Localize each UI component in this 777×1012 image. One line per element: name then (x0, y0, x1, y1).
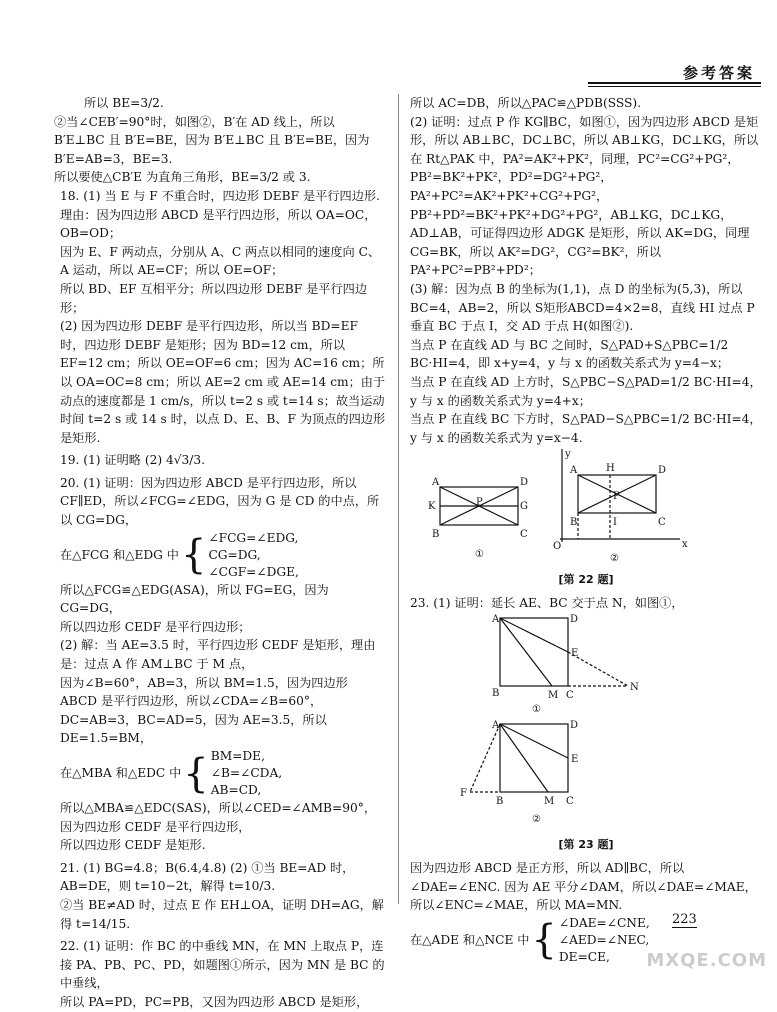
svg-text:O: O (553, 541, 562, 553)
answer-text: 当点 P 在直线 BC 下方时，S△PAD−S△PBC=1/2 BC·HI=4，y 与 x 的函数关系式为 y=x−4. (410, 412, 762, 445)
right-column (410, 94, 762, 966)
brace-lead: 在△MBA 和△EDC 中 (60, 766, 182, 781)
figure-23-1 (500, 618, 628, 686)
svg-text:P: P (613, 491, 620, 503)
answer-text: 因为四边形 ABCD 是正方形，所以 AD∥BC，所以∠DAE=∠ENC. 因为 AE 平分∠DAM，所以∠DAE=∠MAE，所以∠ENC=∠MAE，所以 MA=MN. (410, 861, 757, 913)
svg-text:M: M (548, 690, 559, 702)
answer-text: ②当∠CEB′=90°时，如图②，B′在 AD 线上，所以 B′E⊥BC 且 B′E=BE，因为 B′E⊥BC 且 B′E=BE，因为 B′E=AB=3，BE=3. (54, 114, 370, 166)
brace-lead: 在△ADE 和△NCE 中 (410, 933, 530, 948)
answer-text: 所以 BD、EF 互相平分；所以四边形 DEBF 是平行四边形； (60, 281, 368, 315)
figure-caption: [第 22 题] (558, 573, 614, 587)
answer-text: 所以△MBA≌△EDC(SAS)，所以∠CED=∠AMB=90°，因为四边形 CEDF 是平行四边形， (60, 801, 377, 834)
answer-text: 所以 AC=DB，所以△PAC≌△PDB(SSS). (410, 96, 641, 110)
answer-text: (2) 证明：过点 P 作 KG∥BC，如图①，因为四边形 ABCD 是矩形，所以 AB⊥BC，DC⊥BC，所以 AB⊥KG，DC⊥KG，所以在 Rt△PAK 中，PA²=AK²+PK²，同理，PC²=CG²+PG²，PB²=BK²+PK²，PD²=DG²+PG²，PA²+PC²=AK²+PK²+CG²+PG²，PB²+PD²=BK²+PK²+DG²+PG²，AB⊥KG，DC⊥KG，AD⊥AB，可证得四边形 ADGK 是矩形，所以 AK=DG，同理 CG=BK，所以 AK²=DG²，CG²=BK²，所以 PA²+PC²=PB²+PD²； (410, 114, 759, 278)
left-column (34, 94, 386, 1012)
svg-text:D: D (570, 614, 579, 626)
svg-text:N: N (630, 682, 639, 694)
brace-item: DE=CE, (558, 949, 610, 964)
svg-text:K: K (428, 501, 436, 513)
svg-text:A: A (492, 720, 500, 732)
answer-text: 因为∠B=60°，AB=3，所以 BM=1.5，因为四边形 ABCD 是平行四边形，所以∠CDA=∠B=60°，DC=AB=3，BC=AD=5，因为 AE=3.5，所以 DE=1.5=BM， (60, 675, 348, 746)
svg-text:A: A (432, 477, 440, 489)
question-20: 20. (1) 证明：因为四边形 ABCD 是平行四边形，所以 CF∥ED，所以∠FCG=∠EDG，因为 G 是 CD 的中点，所以 CG=DG， (60, 475, 380, 528)
brace-item: BM=DE, (210, 749, 265, 763)
brace-symbol: { (183, 750, 209, 797)
brace-item: ∠B=∠CDA, (210, 766, 283, 780)
svg-text:B: B (492, 688, 500, 700)
figure-22 (410, 447, 710, 567)
brace-item: CG=DG, (208, 547, 261, 562)
answer-text: 理由：因为四边形 ABCD 是平行四边形，所以 OA=OC，OB=OD； (60, 207, 377, 241)
svg-text:M: M (544, 796, 555, 808)
question-21: 21. (1) BG=4.8；B(6.4,4.8) (2) ①当 BE=AD 时，AB=DE，则 t=10−2t，解得 t=10/3. (60, 860, 355, 894)
answer-text: 所以四边形 CEDF 是平行四边形； (60, 619, 251, 634)
svg-text:B: B (496, 796, 504, 808)
proof-brace (34, 748, 386, 799)
brace-item: ∠CGF=∠DGE, (208, 564, 299, 579)
watermark: MXQE.COM (646, 950, 767, 971)
answer-text: 因为 E、F 两动点，分别从 A、C 两点以相同的速度向 C、A 运动，所以 AE=CF；所以 OE=OF； (60, 244, 381, 278)
brace-symbol: { (531, 917, 557, 964)
svg-text:A: A (570, 465, 578, 477)
answer-text: (2) 因为四边形 DEBF 是平行四边形，所以当 BD=EF 时，四边形 DEBF 是矩形；因为 BD=12 cm，所以 EF=12 cm；所以 OE=OF=6 cm；因为 AC=16 cm；所以 OA=OC=8 cm；所以 AE=2 cm 或 AE=14 cm；由于动点的速度都是 1 cm/s，所以 t=2 s 或 t=14 s；故当运动时间 t=2 s 或 14 s 时，以点 D、E、B、F 为顶点的四边形是矩形. (60, 319, 386, 445)
svg-text:F: F (460, 788, 467, 800)
figure-label: ① (532, 704, 541, 716)
svg-text:y: y (565, 449, 571, 461)
svg-text:P: P (476, 497, 483, 509)
answer-text: 当点 P 在直线 AD 上方时，S△PBC−S△PAD=1/2 BC·HI=4，y 与 x 的函数关系式为 y=4+x； (410, 374, 762, 408)
svg-text:D: D (520, 477, 529, 489)
answer-text: 所以△FCG≌△EDG(ASA)，所以 FG=EG，因为 CG=DG， (60, 582, 329, 616)
column-divider (398, 94, 399, 904)
figure-label: ② (532, 814, 541, 826)
svg-text:x: x (682, 539, 688, 551)
figure-caption: [第 23 题] (558, 838, 614, 852)
svg-text:B: B (570, 517, 578, 529)
header-rule (588, 82, 761, 84)
question-18: 18. (1) 当 E 与 F 不重合时，四边形 DEBF 是平行四边形. (60, 188, 380, 203)
brace-item: AB=CD, (210, 783, 262, 797)
figure-23 (410, 612, 710, 832)
answer-text: ②当 BE≠AD 时，过点 E 作 EH⊥OA，证明 DH=AG，解得 t=14/15. (60, 897, 384, 931)
svg-text:G: G (520, 501, 528, 513)
answer-text: 所以四边形 CEDF 是矩形. (60, 838, 206, 853)
svg-text:D: D (658, 465, 667, 477)
brace-item: ∠DAE=∠CNE, (558, 915, 650, 930)
brace-item: ∠FCG=∠EDG, (208, 530, 299, 545)
svg-text:C: C (566, 796, 574, 808)
figure-22-2 (560, 449, 680, 542)
answer-text: 当点 P 在直线 AD 与 BC 之间时，S△PAD+S△PBC=1/2 BC·HI=4，即 x+y=4，y 与 x 的函数关系式为 y=4−x； (410, 337, 730, 371)
figure-label: ② (610, 553, 619, 565)
page-number: 223 (672, 912, 697, 927)
brace-lead: 在△FCG 和△EDG 中 (60, 547, 179, 562)
question-22: 22. (1) 证明：作 BC 的中垂线 MN，在 MN 上取点 P，连接 PA、PB、PC、PD，如题图①所示，因为 MN 是 BC 的中垂线， (60, 939, 385, 991)
answer-text: 所以 PA=PD，PC=PB，又因为四边形 ABCD 是矩形， (60, 994, 369, 1009)
question-23: 23. (1) 证明：延长 AE、BC 交于点 N，如图①， (410, 595, 684, 610)
brace-symbol: { (180, 532, 207, 579)
question-19: 19. (1) 证明略 (2) 4√3/3. (60, 453, 205, 468)
svg-text:H: H (606, 463, 615, 475)
header-rule-thin (588, 86, 761, 87)
brace-item: ∠AED=∠NEC, (558, 932, 650, 947)
figure-label: ① (475, 549, 484, 561)
answer-text: 所以 BE=3/2. (84, 96, 164, 110)
svg-text:C: C (566, 690, 574, 702)
figure-23-2 (470, 724, 568, 792)
answer-text: (3) 解：因为点 B 的坐标为(1,1)，点 D 的坐标为(5,3)，所以 BC=4，AB=2，所以 S矩形ABCD=4×2=8，直线 HI 过点 P 垂直 BC 于点 I，交 AD 于点 H(如图②). (410, 281, 755, 334)
svg-text:E: E (571, 754, 579, 766)
svg-text:B: B (432, 529, 440, 541)
answer-text: (2) 解：当 AE=3.5 时，平行四边形 CEDF 是矩形，理由是：过点 A 作 AM⊥BC 于 M 点， (60, 638, 376, 672)
header-title: 参考答案 (682, 64, 755, 82)
svg-text:I: I (613, 517, 617, 529)
svg-text:A: A (492, 614, 500, 626)
svg-text:E: E (571, 648, 579, 660)
svg-text:C: C (658, 517, 666, 529)
svg-text:C: C (520, 529, 528, 541)
proof-brace (34, 530, 386, 581)
answer-text: 所以要使△CB′E 为直角三角形，BE=3/2 或 3. (54, 170, 311, 185)
svg-text:D: D (570, 720, 579, 732)
